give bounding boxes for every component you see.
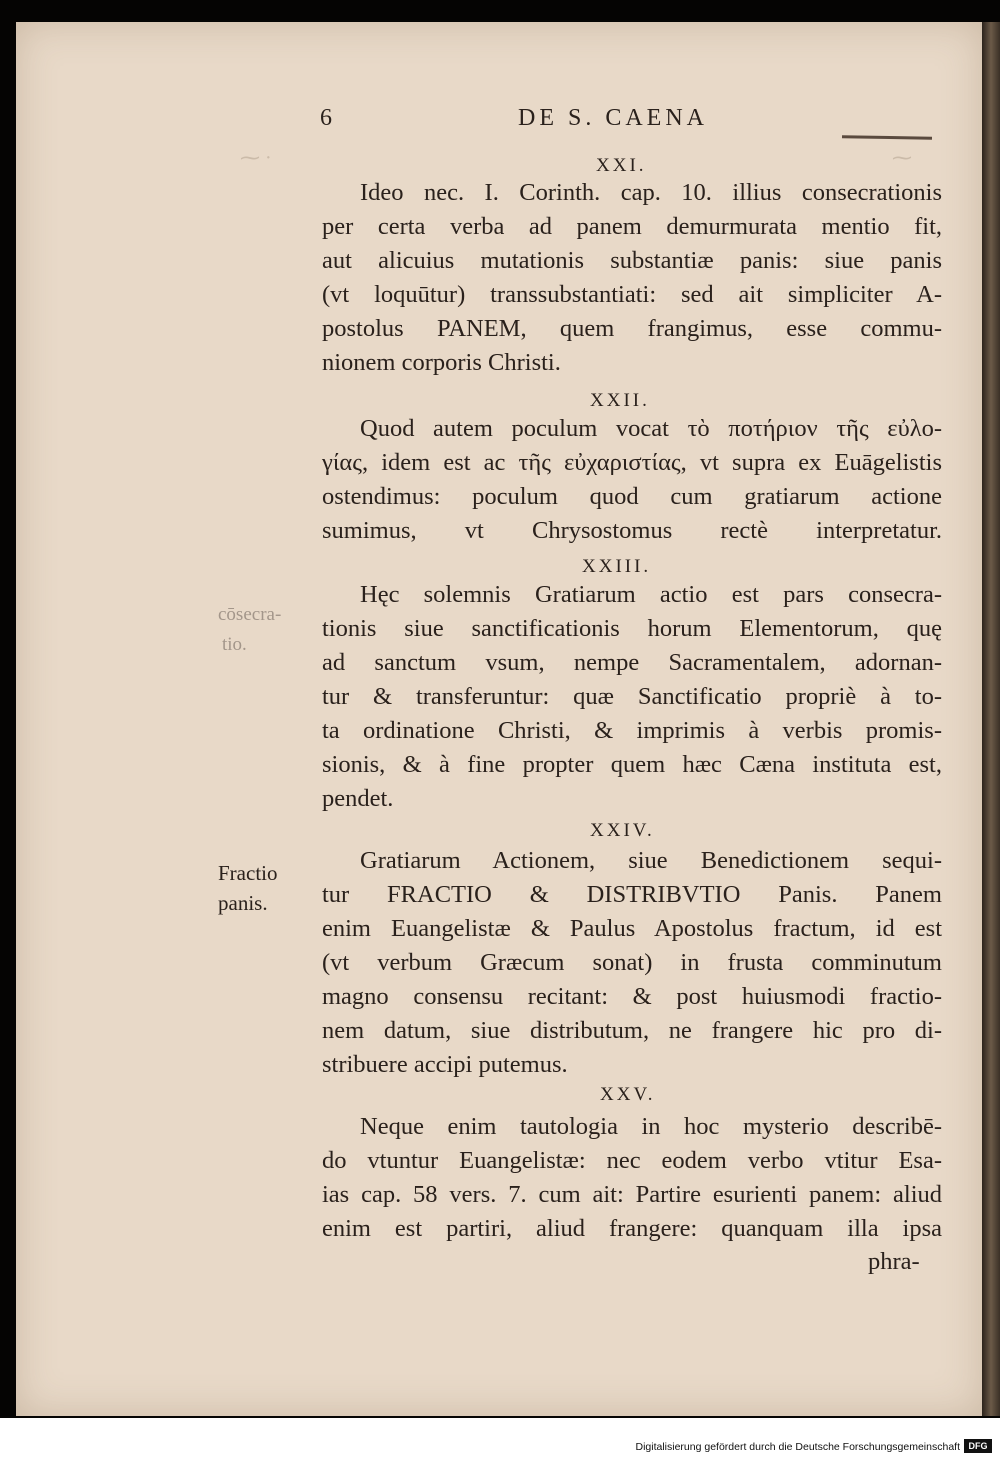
text-line: stribuere accipi putemus. bbox=[322, 1051, 568, 1078]
text-line: Hęc solemnis Gratiarum actio est pars consecra- bbox=[360, 581, 942, 608]
text-line: tionis siue sanctificationis horum Elementorum, quę bbox=[322, 615, 942, 642]
show-through-text: ⁓ · bbox=[240, 147, 272, 169]
text-line: enim est partiri, aliud frangere: quanquam illa ipsa bbox=[322, 1215, 942, 1242]
text-line: γίας, idem est ac τῆς εὐχαριστίας, vt supra ex Euāgelistis bbox=[322, 449, 942, 476]
text-line: per certa verba ad panem demurmurata mentio fit, bbox=[322, 213, 942, 240]
text-line: ostendimus: poculum quod cum gratiarum actione bbox=[322, 483, 942, 510]
text-line: Gratiarum Actionem, siue Benedictionem sequi- bbox=[360, 847, 942, 874]
text-line: (vt loquūtur) transsubstantiati: sed ait simpliciter A- bbox=[322, 281, 942, 308]
dfg-logo: DFG bbox=[964, 1439, 992, 1453]
page-edge bbox=[982, 22, 1000, 1416]
text-line: postolus PANEM, quem frangimus, esse commu- bbox=[322, 315, 942, 342]
margin-note: Fractio panis. bbox=[218, 861, 278, 915]
text-line: Quod autem poculum vocat τὸ ποτήριον τῆς εὐλο- bbox=[360, 415, 942, 442]
text-line: Ideo nec. I. Corinth. cap. 10. illius consecrationis bbox=[360, 179, 942, 206]
text-line: aut alicuius mutationis substantiæ panis: siue panis bbox=[322, 247, 942, 274]
text-line: do vtuntur Euangelistæ: nec eodem verbo vtitur Esa- bbox=[322, 1147, 942, 1174]
text-line: sumimus, vt Chrysostomus rectè interpretatur. bbox=[322, 517, 942, 544]
text-line: Neque enim tautologia in hoc mysterio describē- bbox=[360, 1113, 942, 1140]
text-line: pendet. bbox=[322, 785, 394, 812]
running-title: DE S. CAENA bbox=[518, 105, 709, 131]
text-line: nionem corporis Christi. bbox=[322, 349, 561, 376]
text-line: enim Euangelistæ & Paulus Apostolus fractum, id est bbox=[322, 915, 942, 942]
text-line: ta ordinatione Christi, & imprimis à verbis promis- bbox=[322, 717, 942, 744]
text-line: tur FRACTIO & DISTRIBVTIO Panis. Panem bbox=[322, 881, 942, 908]
text-line: ias cap. 58 vers. 7. cum ait: Partire esurienti panem: aliud bbox=[322, 1181, 942, 1208]
text-line: magno consensu recitant: & post huiusmodi fractio- bbox=[322, 983, 942, 1010]
page-number: 6 bbox=[320, 105, 335, 131]
margin-note: cōsecra- tio. bbox=[218, 604, 282, 655]
text-line: sionis, & à fine propter quem hæc Cæna instituta est, bbox=[322, 751, 942, 778]
text-line: (vt verbum Græcum sonat) in frusta comminutum bbox=[322, 949, 942, 976]
text-line: tur & transferuntur: quæ Sanctificatio propriè à to- bbox=[322, 683, 942, 710]
text-line: ad sanctum vsum, nempe Sacramentalem, adornan- bbox=[322, 649, 942, 676]
catchword: phra- bbox=[868, 1248, 920, 1275]
digitization-credit: Digitalisierung gefördert durch die Deutsche Forschungsgemeinschaft bbox=[635, 1441, 960, 1453]
show-through-text: ⁓ bbox=[892, 147, 912, 169]
text-line: nem datum, siue distributum, ne frangere hic pro di- bbox=[322, 1017, 942, 1044]
